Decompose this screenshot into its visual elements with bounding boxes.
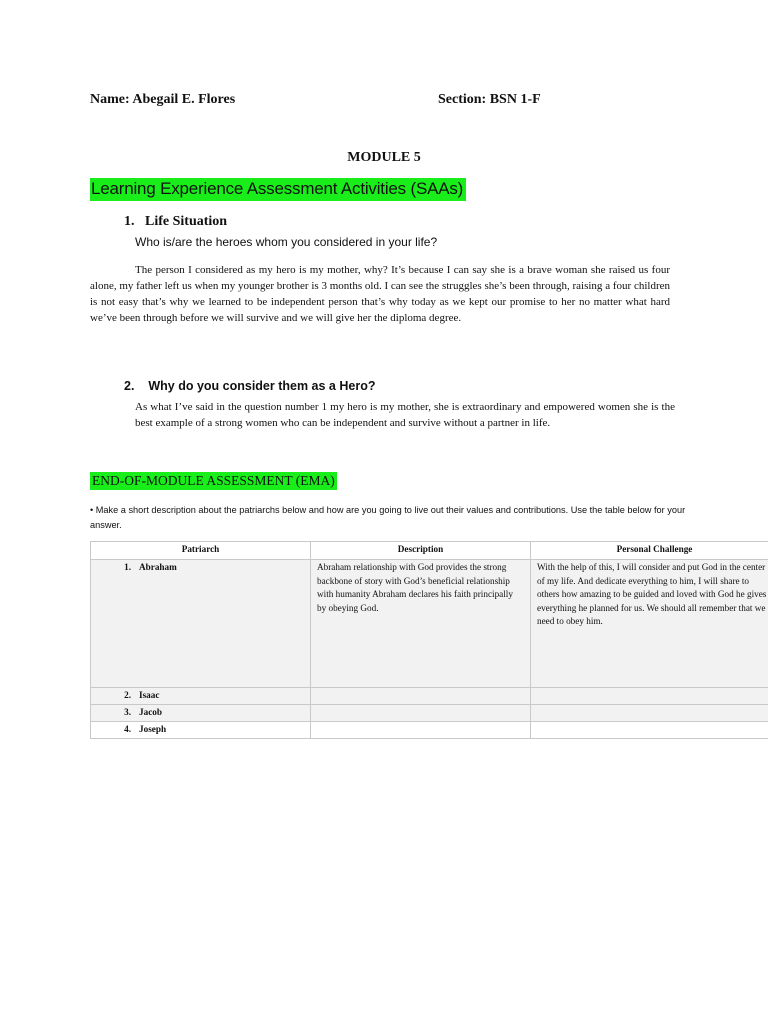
question-1-title: Life Situation	[145, 214, 228, 229]
description-cell	[311, 722, 531, 739]
patriarchs-table	[90, 541, 768, 739]
patriarch-cell	[91, 722, 311, 739]
header-description: Description	[311, 542, 531, 560]
question-1-prompt: Who is/are the heroes whom you considered in your life?	[135, 235, 438, 249]
question-2-answer: As what I’ve said in the question number 1 my hero is my mother, she is extraordinary and empowered women she is the best example of a strong women who can be independent and survive without a partner in life.	[135, 401, 675, 429]
challenge-cell	[531, 688, 768, 705]
patriarch-number: 3.	[124, 707, 131, 717]
question-2-heading	[124, 379, 375, 393]
saa-heading: Learning Experience Assessment Activities (SAAs)	[90, 178, 466, 201]
challenge-cell	[531, 705, 768, 722]
ema-instruction: • Make a short description about the patriarchs below and how are you going to live out their values and contributions. Use the table below for your answer.	[90, 505, 686, 530]
header-patriarch: Patriarch	[91, 542, 311, 560]
patriarch-number: 1.	[124, 562, 131, 572]
challenge-cell	[531, 722, 768, 739]
patriarch-name: Abraham	[139, 562, 177, 572]
description-cell	[311, 688, 531, 705]
table-header-row	[91, 542, 768, 560]
challenge-cell: With the help of this, I will consider and put God in the center of my life. And dedicate everything to him, I will share to others how amazing to be guided and loved with God he gives everything he planned for us. We should all remember that we need to obey him.	[531, 560, 768, 688]
question-2-number: 2.	[124, 379, 135, 393]
patriarch-name: Jacob	[139, 707, 162, 717]
header-personal-challenge: Personal Challenge	[531, 542, 768, 560]
question-1-answer: The person I considered as my hero is my mother, why? It’s because I can say she is a brave woman she raised us four alone, my father left us when my younger brother is 3 months old. I can see the struggles she’s been through, raising a four children is not easy that’s why we learned to be independent person that’s why today as we kept our promise to her no matter what hard we’ve been through before we will survive and we will give her the diploma degree.	[90, 264, 670, 324]
table-row	[91, 560, 768, 688]
table-row	[91, 722, 768, 739]
student-section: Section: BSN 1-F	[438, 92, 541, 107]
patriarch-cell	[91, 560, 311, 688]
question-1-heading	[124, 214, 227, 230]
patriarch-number: 2.	[124, 690, 131, 700]
patriarch-name: Isaac	[139, 690, 160, 700]
description-cell	[311, 705, 531, 722]
student-name: Name: Abegail E. Flores	[90, 92, 236, 107]
patriarch-cell	[91, 705, 311, 722]
description-cell: Abraham relationship with God provides the strong backbone of story with God’s beneficial relationship with humanity Abraham declares his faith principally by obeying God.	[311, 560, 531, 688]
patriarch-name: Joseph	[139, 724, 167, 734]
ema-heading: END-OF-MODULE ASSESSMENT (EMA)	[92, 473, 335, 488]
patriarch-number: 4.	[124, 724, 131, 734]
table-row	[91, 705, 768, 722]
module-title: MODULE 5	[347, 150, 421, 165]
table-row	[91, 688, 768, 705]
patriarch-cell	[91, 688, 311, 705]
question-2-title: Why do you consider them as a Hero?	[148, 379, 376, 393]
question-1-number: 1.	[124, 214, 135, 229]
